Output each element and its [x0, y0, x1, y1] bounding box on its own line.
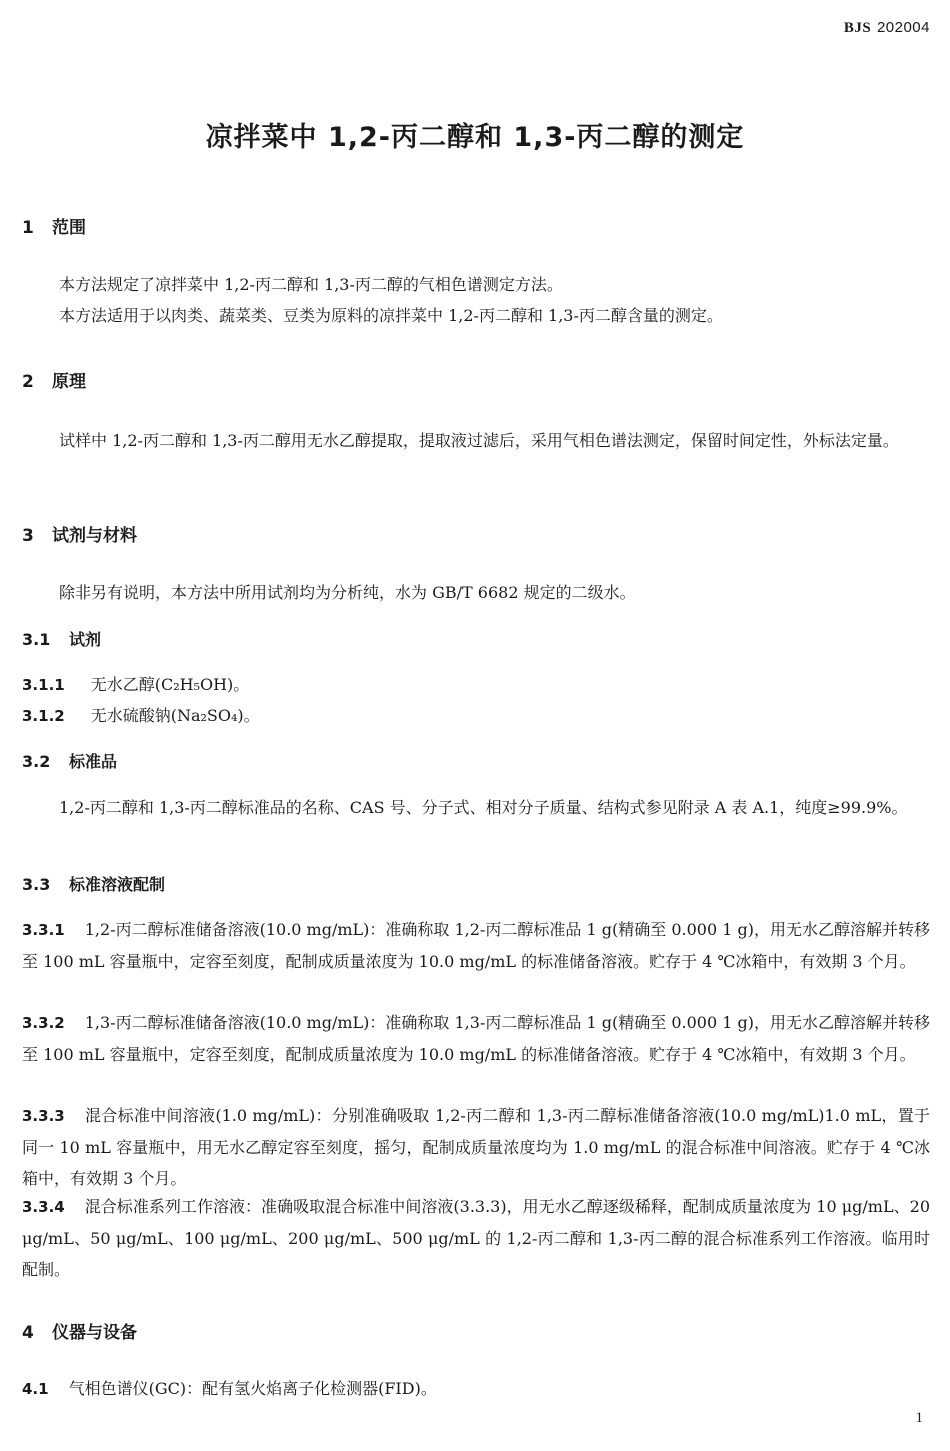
- paragraph: 1,2-丙二醇和 1,3-丙二醇标准品的名称、CAS 号、分子式、相对分子质量、结构式参见附录 A 表 A.1，纯度≥99.9%。: [59, 798, 908, 817]
- paragraph: 除非另有说明，本方法中所用试剂均为分析纯，水为 GB/T 6682 规定的二级水。: [59, 583, 636, 602]
- page-number: 1: [915, 1410, 923, 1426]
- paragraph: 本方法规定了凉拌菜中 1,2-丙二醇和 1,3-丙二醇的气相色谱测定方法。: [59, 275, 563, 294]
- section-number: 3: [22, 526, 34, 546]
- subsection-number: 3.2: [22, 752, 51, 771]
- clause-number: 3.3.2: [22, 1014, 65, 1032]
- clause-text: 气相色谱仪(GC)：配有氢火焰离子化检测器(FID)。: [68, 1379, 437, 1398]
- clause-text: 混合标准中间溶液(1.0 mg/mL)：分别准确吸取 1,2-丙二醇和 1,3-丙二醇标准储备溶液(10.0 mg/mL)1.0 mL，置于同一 10 mL 容量瓶中，用无水乙醇定容至刻度，摇匀，配制成质量浓度均为 1.0 mg/mL 的混合标准中间溶液。贮存于 4 ℃冰箱中，有效期 3 个月。: [22, 1106, 930, 1188]
- section-3-heading: [22, 521, 137, 546]
- section-title: 范围: [52, 218, 86, 238]
- subsection-number: 3.3: [22, 875, 51, 894]
- clause-number: 4.1: [22, 1380, 49, 1398]
- standard-code: [844, 18, 930, 37]
- clause-3-3-1: [22, 914, 930, 977]
- clause-text: 混合标准系列工作溶液：准确吸取混合标准中间溶液(3.3.3)，用无水乙醇逐级稀释，配制成质量浓度为 10 μg/mL、20 μg/mL、50 μg/mL、100 μg/mL、200 μg/mL、500 μg/mL 的 1,2-丙二醇和 1,3-丙二醇的混合标准系列工作溶液。临用时配制。: [22, 1197, 930, 1279]
- paragraph: 本方法适用于以肉类、蔬菜类、豆类为原料的凉拌菜中 1,2-丙二醇和 1,3-丙二醇含量的测定。: [59, 306, 723, 325]
- subsection-title: 试剂: [69, 630, 102, 649]
- clause-number: 3.1.2: [22, 707, 65, 725]
- clause-3-3-4: [22, 1191, 930, 1285]
- standard-code-number: 202004: [876, 19, 930, 36]
- clause-text: 1,2-丙二醇标准储备溶液(10.0 mg/mL)：准确称取 1,2-丙二醇标准品 1 g(精确至 0.000 1 g)，用无水乙醇溶解并转移至 100 mL 容量瓶中，定容至刻度，配制成质量浓度为 10.0 mg/mL 的标准储备溶液。贮存于 4 ℃冰箱中，有效期 3 个月。: [22, 920, 930, 971]
- clause-number: 3.1.1: [22, 676, 65, 694]
- clause-number: 3.3.3: [22, 1107, 65, 1125]
- clause-3-1-1: [22, 671, 930, 699]
- clause-3-3-2: [22, 1007, 930, 1070]
- section-2-heading: [22, 367, 86, 392]
- subsection-title: 标准品: [69, 752, 118, 771]
- clause-number: 3.3.1: [22, 921, 65, 939]
- standard-code-prefix: BJS: [843, 20, 872, 36]
- subsection-3-1-heading: [22, 627, 101, 650]
- document-title: 凉拌菜中 1,2-丙二醇和 1,3-丙二醇的测定: [205, 122, 745, 153]
- subsection-3-3-heading: [22, 872, 165, 895]
- section-number: 1: [22, 218, 34, 238]
- subsection-3-2-heading: [22, 749, 117, 772]
- clause-4-1: [22, 1375, 930, 1403]
- subsection-title: 标准溶液配制: [69, 875, 166, 894]
- section-number: 4: [22, 1323, 34, 1343]
- section-number: 2: [22, 372, 34, 392]
- section-title: 仪器与设备: [52, 1323, 137, 1343]
- clause-3-3-3: [22, 1100, 930, 1194]
- subsection-number: 3.1: [22, 630, 51, 649]
- clause-text: 无水乙醇(C₂H₅OH)。: [90, 675, 250, 694]
- clause-3-1-2: [22, 702, 930, 730]
- paragraph: 试样中 1,2-丙二醇和 1,3-丙二醇用无水乙醇提取，提取液过滤后，采用气相色谱法测定，保留时间定性，外标法定量。: [59, 431, 899, 450]
- section-4-heading: [22, 1318, 137, 1343]
- section-title: 原理: [52, 372, 86, 392]
- section-title: 试剂与材料: [52, 526, 137, 546]
- section-1-heading: [22, 213, 86, 238]
- clause-number: 3.3.4: [22, 1198, 65, 1216]
- clause-text: 无水硫酸钠(Na₂SO₄)。: [90, 706, 260, 725]
- clause-text: 1,3-丙二醇标准储备溶液(10.0 mg/mL)：准确称取 1,3-丙二醇标准品 1 g(精确至 0.000 1 g)，用无水乙醇溶解并转移至 100 mL 容量瓶中，定容至刻度，配制成质量浓度为 10.0 mg/mL 的标准储备溶液。贮存于 4 ℃冰箱中，有效期 3 个月。: [22, 1013, 930, 1064]
